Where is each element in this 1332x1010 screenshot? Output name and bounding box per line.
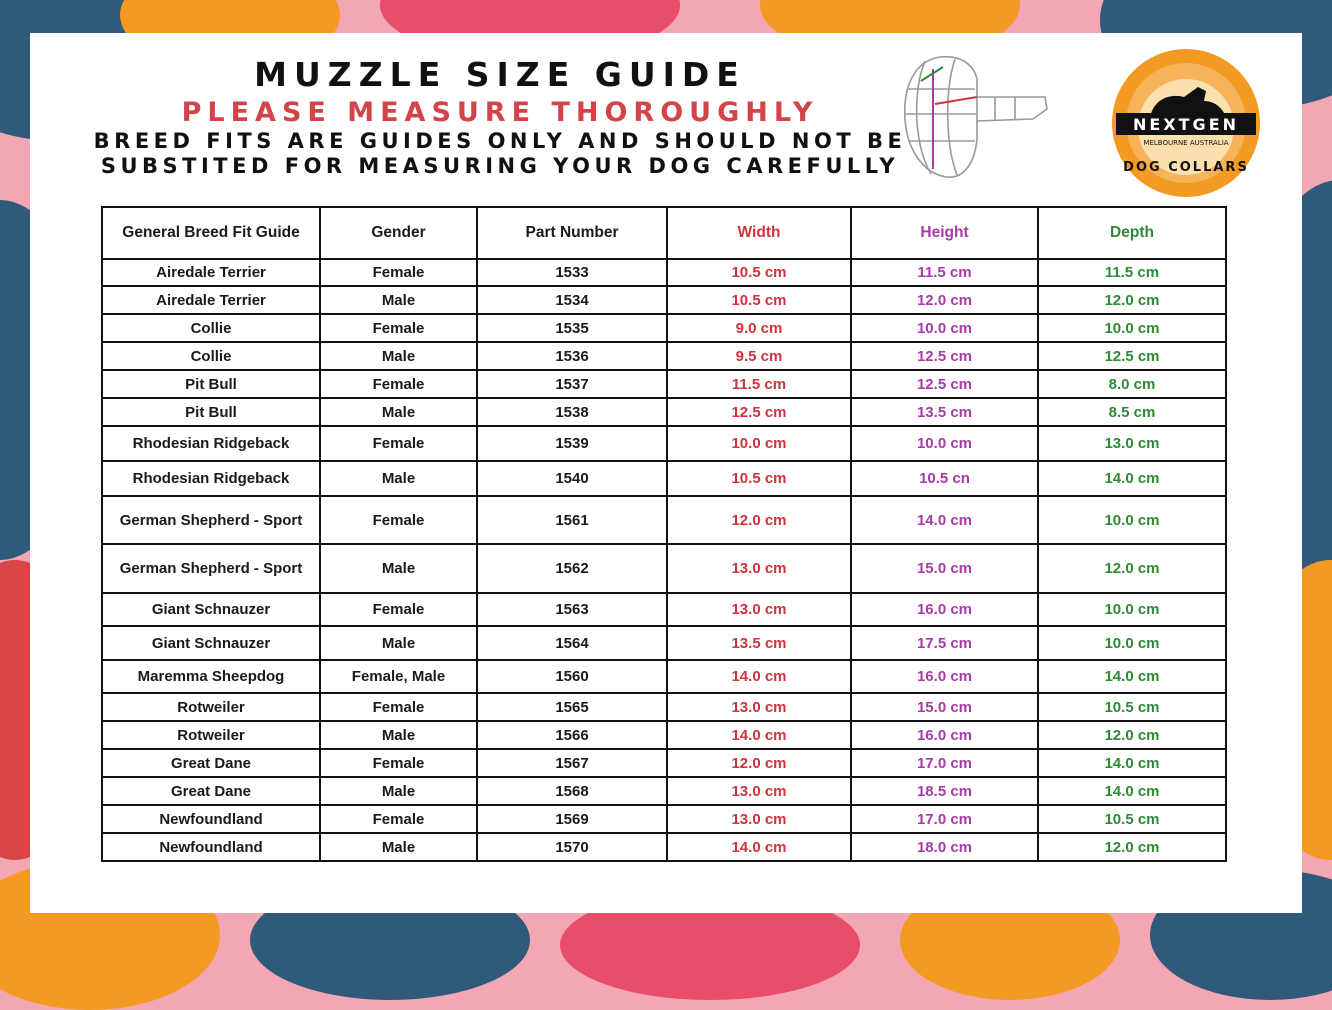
cell-breed: Maremma Sheepdog [102, 660, 320, 693]
cell-gender: Male [320, 777, 477, 805]
column-header-part-number: Part Number [477, 207, 667, 259]
cell-part-number: 1534 [477, 286, 667, 314]
cell-height: 12.0 cm [851, 286, 1038, 314]
table-row [102, 286, 1226, 314]
cell-breed: Newfoundland [102, 805, 320, 833]
table-row [102, 777, 1226, 805]
cell-height: 15.0 cm [851, 544, 1038, 593]
nextgen-logo [1110, 47, 1262, 199]
table-row [102, 314, 1226, 342]
table-row [102, 749, 1226, 777]
page-subtitle: PLEASE MEASURE THOROUGHLY [181, 97, 819, 128]
cell-height: 17.0 cm [851, 749, 1038, 777]
cell-part-number: 1538 [477, 398, 667, 426]
cell-height: 16.0 cm [851, 660, 1038, 693]
cell-part-number: 1570 [477, 833, 667, 861]
cell-width: 10.5 cm [667, 461, 851, 496]
cell-gender: Female [320, 593, 477, 626]
cell-width: 13.0 cm [667, 593, 851, 626]
table-row [102, 544, 1226, 593]
table-row [102, 693, 1226, 721]
cell-part-number: 1560 [477, 660, 667, 693]
cell-part-number: 1569 [477, 805, 667, 833]
cell-height: 16.0 cm [851, 721, 1038, 749]
logo-brand-text: NEXTGEN [1132, 115, 1240, 134]
muzzle-size-table [101, 206, 1227, 862]
cell-gender: Male [320, 342, 477, 370]
cell-width: 12.0 cm [667, 496, 851, 544]
cell-part-number: 1536 [477, 342, 667, 370]
table-row [102, 721, 1226, 749]
cell-width: 13.0 cm [667, 805, 851, 833]
column-header-width: Width [667, 207, 851, 259]
cell-width: 9.5 cm [667, 342, 851, 370]
cell-width: 10.5 cm [667, 259, 851, 286]
table-row [102, 660, 1226, 693]
size-guide-card [30, 33, 1302, 913]
table-row [102, 626, 1226, 660]
cell-depth: 12.0 cm [1038, 286, 1226, 314]
cell-part-number: 1567 [477, 749, 667, 777]
cell-width: 10.5 cm [667, 286, 851, 314]
cell-height: 10.0 cm [851, 426, 1038, 461]
table-row [102, 398, 1226, 426]
column-header-depth: Depth [1038, 207, 1226, 259]
cell-width: 12.5 cm [667, 398, 851, 426]
cell-breed: German Shepherd - Sport [102, 496, 320, 544]
cell-gender: Female [320, 693, 477, 721]
cell-gender: Female, Male [320, 660, 477, 693]
cell-height: 13.5 cm [851, 398, 1038, 426]
page-title: MUZZLE SIZE GUIDE [254, 55, 746, 94]
cell-depth: 10.0 cm [1038, 314, 1226, 342]
cell-breed: Collie [102, 314, 320, 342]
cell-breed: Pit Bull [102, 398, 320, 426]
cell-height: 10.0 cm [851, 314, 1038, 342]
cell-part-number: 1565 [477, 693, 667, 721]
cell-part-number: 1566 [477, 721, 667, 749]
cell-depth: 10.5 cm [1038, 805, 1226, 833]
muzzle-diagram-icon [895, 49, 1055, 184]
cell-breed: Giant Schnauzer [102, 593, 320, 626]
cell-breed: Great Dane [102, 777, 320, 805]
cell-gender: Female [320, 259, 477, 286]
table-row [102, 496, 1226, 544]
cell-part-number: 1568 [477, 777, 667, 805]
cell-breed: Newfoundland [102, 833, 320, 861]
cell-width: 14.0 cm [667, 660, 851, 693]
cell-depth: 8.0 cm [1038, 370, 1226, 398]
cell-width: 11.5 cm [667, 370, 851, 398]
cell-gender: Male [320, 833, 477, 861]
table-row [102, 342, 1226, 370]
column-header-gender: Gender [320, 207, 477, 259]
cell-depth: 10.0 cm [1038, 626, 1226, 660]
cell-height: 10.5 cn [851, 461, 1038, 496]
cell-part-number: 1540 [477, 461, 667, 496]
cell-width: 9.0 cm [667, 314, 851, 342]
disclaimer-note [30, 129, 970, 179]
cell-gender: Male [320, 544, 477, 593]
table-row [102, 426, 1226, 461]
cell-part-number: 1533 [477, 259, 667, 286]
table-header-row [102, 207, 1226, 259]
cell-height: 17.0 cm [851, 805, 1038, 833]
cell-depth: 11.5 cm [1038, 259, 1226, 286]
cell-gender: Male [320, 461, 477, 496]
cell-gender: Male [320, 286, 477, 314]
cell-part-number: 1539 [477, 426, 667, 461]
cell-gender: Female [320, 314, 477, 342]
table-row [102, 461, 1226, 496]
cell-height: 12.5 cm [851, 342, 1038, 370]
cell-part-number: 1563 [477, 593, 667, 626]
table-row [102, 370, 1226, 398]
cell-depth: 10.0 cm [1038, 593, 1226, 626]
disclaimer-line-1: BREED FITS ARE GUIDES ONLY AND SHOULD NOT BE [93, 129, 907, 153]
cell-part-number: 1561 [477, 496, 667, 544]
cell-depth: 10.0 cm [1038, 496, 1226, 544]
cell-width: 12.0 cm [667, 749, 851, 777]
cell-depth: 14.0 cm [1038, 461, 1226, 496]
cell-gender: Female [320, 805, 477, 833]
cell-width: 13.0 cm [667, 544, 851, 593]
cell-breed: Rotweiler [102, 693, 320, 721]
cell-depth: 12.0 cm [1038, 721, 1226, 749]
cell-breed: Airedale Terrier [102, 259, 320, 286]
table-row [102, 593, 1226, 626]
cell-breed: Airedale Terrier [102, 286, 320, 314]
cell-height: 15.0 cm [851, 693, 1038, 721]
table-body [102, 259, 1226, 861]
column-header-breed: General Breed Fit Guide [102, 207, 320, 259]
cell-gender: Male [320, 721, 477, 749]
cell-depth: 12.5 cm [1038, 342, 1226, 370]
cell-height: 17.5 cm [851, 626, 1038, 660]
cell-width: 13.0 cm [667, 693, 851, 721]
cell-depth: 8.5 cm [1038, 398, 1226, 426]
cell-height: 18.5 cm [851, 777, 1038, 805]
cell-breed: Collie [102, 342, 320, 370]
cell-depth: 12.0 cm [1038, 833, 1226, 861]
cell-depth: 14.0 cm [1038, 777, 1226, 805]
cell-height: 14.0 cm [851, 496, 1038, 544]
cell-width: 14.0 cm [667, 833, 851, 861]
cell-part-number: 1535 [477, 314, 667, 342]
cell-depth: 12.0 cm [1038, 544, 1226, 593]
cell-gender: Male [320, 398, 477, 426]
cell-gender: Female [320, 749, 477, 777]
cell-height: 12.5 cm [851, 370, 1038, 398]
cell-width: 13.5 cm [667, 626, 851, 660]
cell-breed: Giant Schnauzer [102, 626, 320, 660]
cell-gender: Female [320, 426, 477, 461]
cell-gender: Female [320, 370, 477, 398]
cell-width: 10.0 cm [667, 426, 851, 461]
table-row [102, 805, 1226, 833]
cell-part-number: 1564 [477, 626, 667, 660]
disclaimer-line-2: SUBSTITED FOR MEASURING YOUR DOG CAREFULLY [100, 154, 900, 178]
cell-breed: German Shepherd - Sport [102, 544, 320, 593]
cell-height: 11.5 cm [851, 259, 1038, 286]
logo-tagline-text: DOG COLLARS [1123, 160, 1249, 175]
cell-breed: Pit Bull [102, 370, 320, 398]
cell-depth: 10.5 cm [1038, 693, 1226, 721]
column-header-height: Height [851, 207, 1038, 259]
cell-depth: 13.0 cm [1038, 426, 1226, 461]
cell-width: 14.0 cm [667, 721, 851, 749]
cell-part-number: 1562 [477, 544, 667, 593]
cell-breed: Rhodesian Ridgeback [102, 461, 320, 496]
cell-depth: 14.0 cm [1038, 749, 1226, 777]
table-row [102, 833, 1226, 861]
logo-location-text: MELBOURNE AUSTRALIA [1143, 139, 1229, 147]
cell-width: 13.0 cm [667, 777, 851, 805]
cell-gender: Male [320, 626, 477, 660]
cell-breed: Rhodesian Ridgeback [102, 426, 320, 461]
cell-part-number: 1537 [477, 370, 667, 398]
cell-breed: Great Dane [102, 749, 320, 777]
cell-breed: Rotweiler [102, 721, 320, 749]
cell-depth: 14.0 cm [1038, 660, 1226, 693]
cell-height: 16.0 cm [851, 593, 1038, 626]
table-row [102, 259, 1226, 286]
cell-gender: Female [320, 496, 477, 544]
cell-height: 18.0 cm [851, 833, 1038, 861]
